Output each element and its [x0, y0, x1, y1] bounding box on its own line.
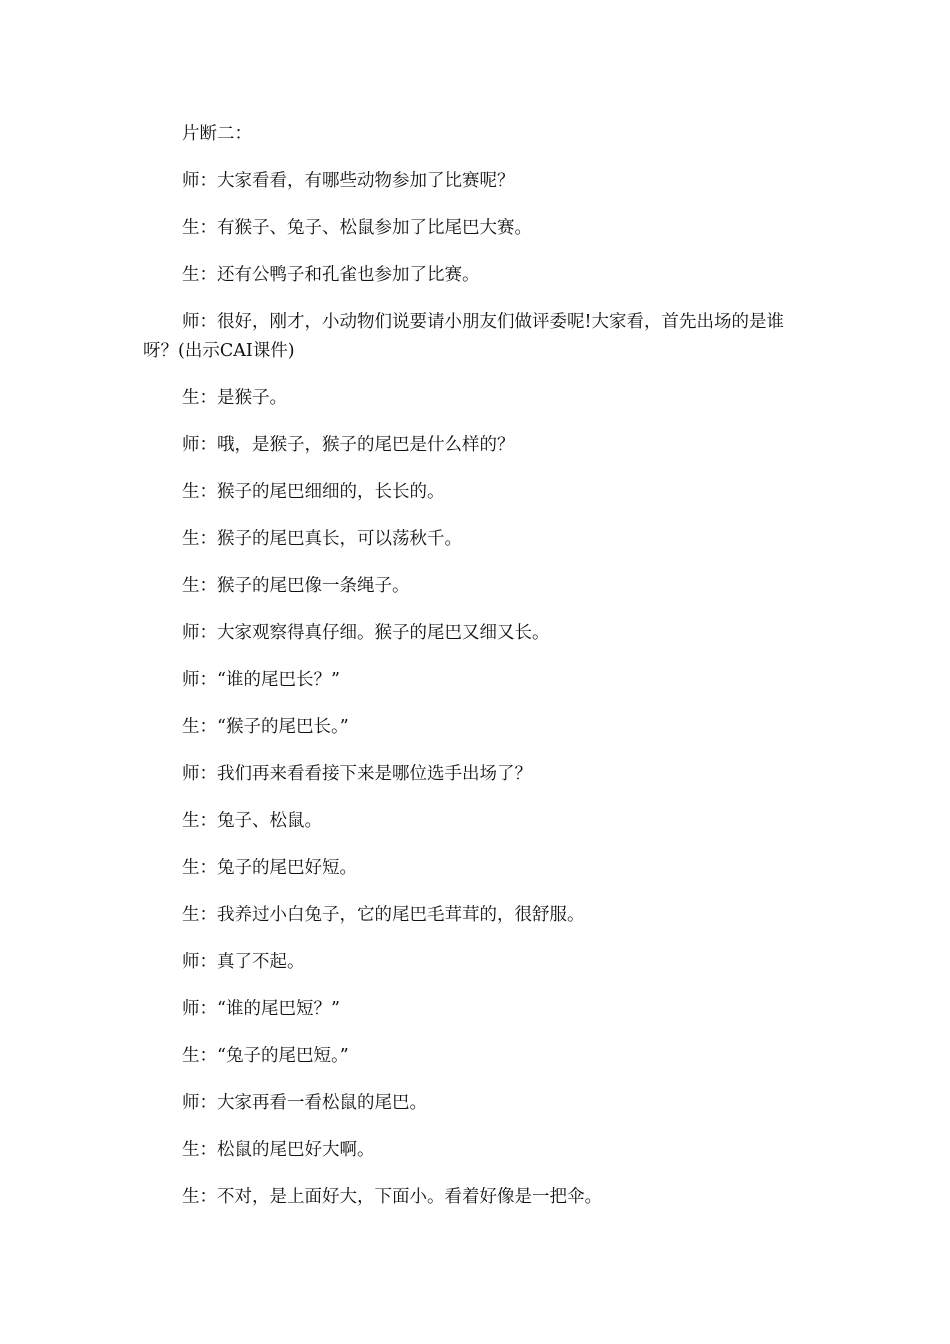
- dialogue-line: 生：猴子的尾巴像一条绳子。: [182, 576, 410, 596]
- section-heading: 片断二：: [182, 124, 252, 144]
- dialogue-line: 生：“猴子的尾巴长。”: [182, 717, 349, 737]
- dialogue-line: 师：大家看看，有哪些动物参加了比赛呢？: [182, 171, 515, 191]
- dialogue-line: 生：兔子、松鼠。: [182, 811, 322, 831]
- dialogue-line: 师：大家观察得真仔细。猴子的尾巴又细又长。: [182, 623, 550, 643]
- dialogue-line: 生：不对，是上面好大，下面小。看着好像是一把伞。: [182, 1187, 602, 1207]
- dialogue-line: 生：“兔子的尾巴短。”: [182, 1046, 349, 1066]
- dialogue-line: 师：“谁的尾巴长？”: [182, 670, 340, 690]
- dialogue-line: 师：大家再看一看松鼠的尾巴。: [182, 1093, 427, 1113]
- dialogue-line: 师：“谁的尾巴短？”: [182, 999, 340, 1019]
- dialogue-line: 生：猴子的尾巴细细的，长长的。: [182, 482, 445, 502]
- dialogue-line: 生：猴子的尾巴真长，可以荡秋千。: [182, 529, 462, 549]
- dialogue-line: 师：哦，是猴子，猴子的尾巴是什么样的？: [182, 435, 515, 455]
- document-body: [143, 120, 811, 1230]
- dialogue-line: 生：是猴子。: [182, 388, 287, 408]
- dialogue-line: 生：松鼠的尾巴好大啊。: [182, 1140, 375, 1160]
- dialogue-line: 生：还有公鸭子和孔雀也参加了比赛。: [182, 265, 480, 285]
- dialogue-line: 师：我们再来看看接下来是哪位选手出场了？: [182, 764, 532, 784]
- dialogue-line: 师：真了不起。: [182, 952, 305, 972]
- dialogue-line: 生：我养过小白兔子，它的尾巴毛茸茸的，很舒服。: [182, 905, 585, 925]
- dialogue-line: 生：兔子的尾巴好短。: [182, 858, 357, 878]
- dialogue-line: 生：有猴子、兔子、松鼠参加了比尾巴大赛。: [182, 218, 532, 238]
- dialogue-line: 师：很好，刚才，小动物们说要请小朋友们做评委呢!大家看，首先出场的是谁呀？(出示CAI课件): [143, 312, 785, 361]
